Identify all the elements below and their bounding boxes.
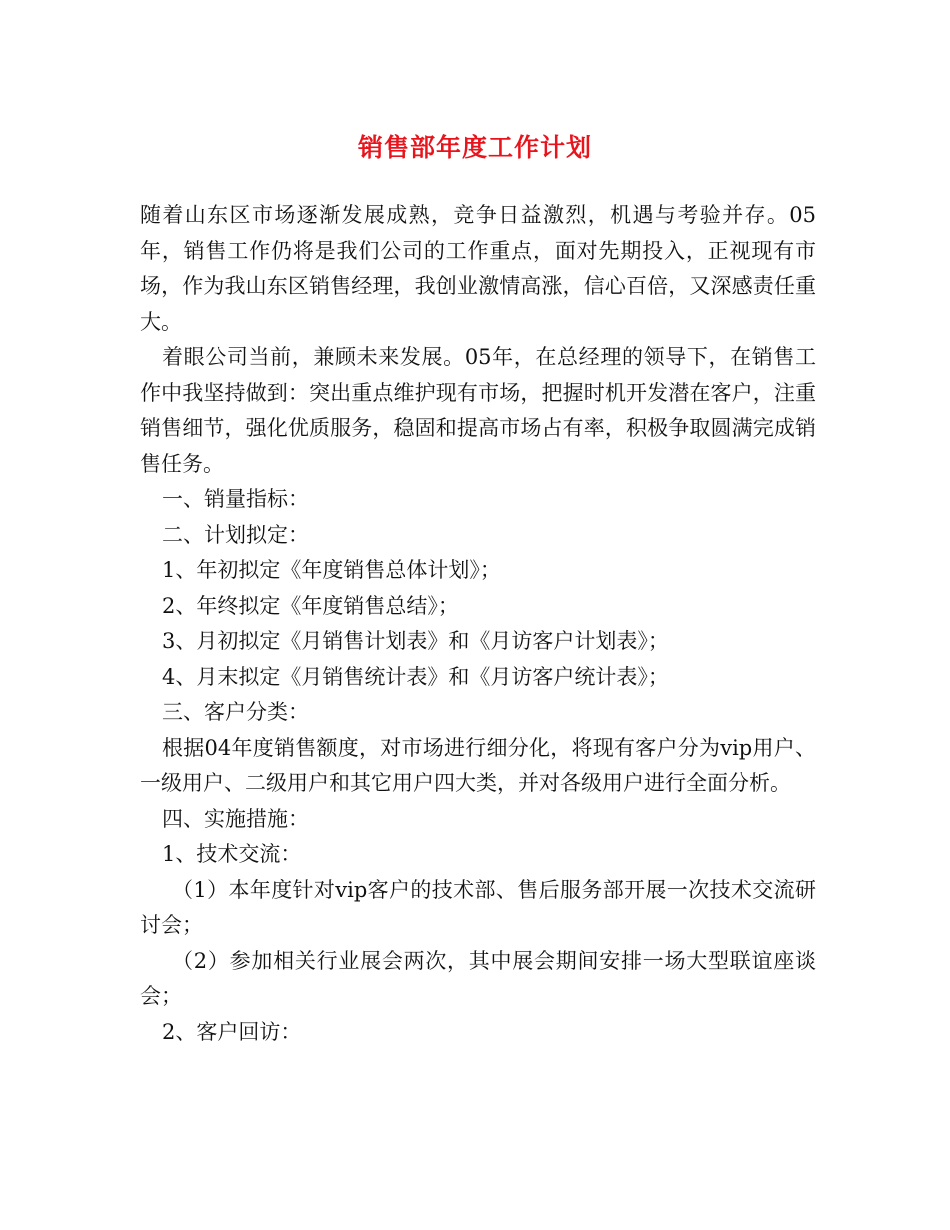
section-heading-measures: 四、实施措施：	[162, 806, 309, 831]
tech-exchange-subitem-2: （2）参加相关行业展会两次，其中展会期间安排一场大型联谊座谈会；	[140, 948, 816, 1008]
measure-item-tech-exchange: 1、技术交流：	[162, 842, 302, 866]
intro-paragraph: 随着山东区市场逐渐发展成熟，竞争日益激烈，机遇与考验并存。05年，销售工作仍将是我们公司的工作重点，面对先期投入，正视现有市场，作为我山东区销售经理，我创业激情高涨，信心百倍，又深感责任重大。	[140, 203, 816, 334]
section-heading-customers: 三、客户分类：	[162, 700, 309, 724]
document-title: 销售部年度工作计划	[357, 133, 592, 162]
measure-item-customer-visit: 2、客户回访：	[162, 1019, 302, 1044]
section-heading-sales-target: 一、销量指标：	[162, 487, 309, 511]
customer-classification-paragraph: 根据04年度销售额度，对市场进行细分化，将现有客户分为vip用户、一级用户、二级用户和其它用户四大类，并对各级用户进行全面分析。	[140, 735, 816, 795]
section-heading-plan: 二、计划拟定：	[162, 522, 309, 547]
plan-item-3: 3、月初拟定《月销售计划表》和《月访客户计划表》；	[162, 629, 669, 653]
plan-item-2: 2、年终拟定《年度销售总结》；	[162, 593, 459, 618]
document-body	[140, 198, 816, 1050]
overview-paragraph: 着眼公司当前，兼顾未来发展。05年，在总经理的领导下，在销售工作中我坚持做到：突出重点维护现有市场，把握时机开发潜在客户，注重销售细节，强化优质服务，稳固和提高市场占有率，积极争取圆满完成销售任务。	[140, 345, 816, 476]
plan-item-1: 1、年初拟定《年度销售总体计划》；	[162, 558, 501, 582]
plan-item-4: 4、月末拟定《月销售统计表》和《月访客户统计表》；	[162, 664, 669, 689]
tech-exchange-subitem-1: （1）本年度针对vip客户的技术部、售后服务部开展一次技术交流研讨会；	[140, 877, 816, 937]
